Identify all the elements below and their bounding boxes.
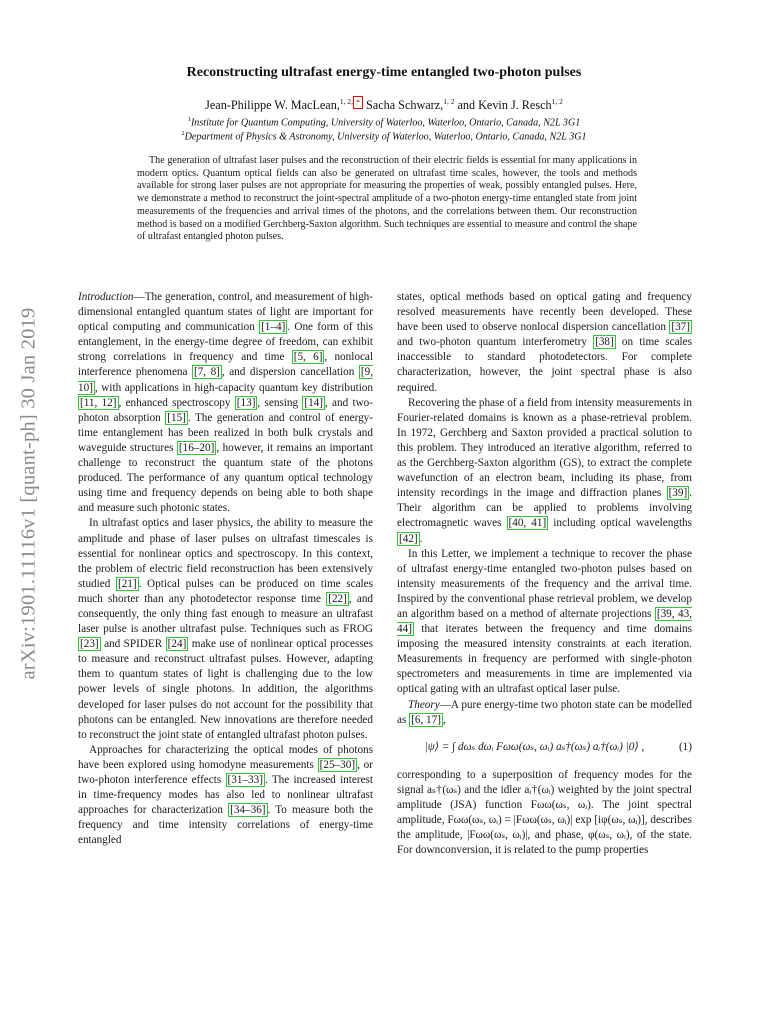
arxiv-identifier-stamp: [6, 268, 52, 718]
citation-link[interactable]: [5, 6]: [293, 351, 323, 364]
paragraph: Introduction—The generation, control, and measurement of high-dimensional entangled quantum states of light are important for optical computing and communication [1–4] . One form of this entanglement, in the energy-time degree of freedom, can exhibit strong correlations in frequency and time [5, 6] , nonlocal interference phenomena [7, 8] , and dispersion cancellation [9, 10] , with applications in high-capacity quantum key distribution [11, 12] , enhanced spectroscopy [13] , sensing [14] , and two-photon absorption [15] . The generation and control of energy-time entanglement has been realized in both bulk crystals and waveguide structures [16–20] , however, it remains an important challenge to reconstruct the quantum state of the photons produced. The performance of any quantum optical technology using time and frequency depends on being able to both shape and measure such photonic states.: [78, 291, 374, 515]
citation-link[interactable]: [16–20]: [178, 441, 215, 454]
equation-number: (1): [678, 741, 692, 754]
affiliation-number: 2: [181, 130, 185, 137]
left-column: [78, 290, 373, 848]
citation-link[interactable]: [39]: [668, 487, 688, 500]
author-name: Jean-Philippe W. MacLean,: [205, 98, 340, 112]
paragraph: Theory—A pure energy-time two photon state can be modelled as [6, 17] ,: [397, 698, 692, 726]
citation-link[interactable]: [21]: [117, 577, 137, 590]
arxiv-identifier-text: arXiv:1901.11116v1 [quant-ph] 30 Jan 2019: [17, 306, 40, 680]
affiliation: [80, 116, 688, 128]
citation-link[interactable]: [23]: [80, 638, 99, 651]
section-lead: Theory: [408, 698, 440, 711]
section-lead: Introduction: [78, 291, 134, 303]
citation-link[interactable]: [40, 41]: [508, 517, 547, 530]
citation-link[interactable]: [38]: [595, 336, 614, 349]
citation-link[interactable]: [31–33]: [227, 774, 263, 786]
citation-link[interactable]: [39, 43, 44]: [397, 607, 692, 636]
citation-link[interactable]: [42]: [399, 532, 418, 545]
right-column: [397, 290, 692, 858]
affiliation-text: Department of Physics & Astronomy, University of Waterloo, Waterloo, Ontario, Canada, N2L 3G1: [184, 131, 587, 143]
citation-link[interactable]: [34–36]: [230, 804, 266, 817]
citation-link[interactable]: [22]: [328, 592, 347, 605]
paragraph: In ultrafast optics and laser physics, the ability to measure the amplitude and phase of laser pulses on ultrafast timescales is essential for nonlinear optics and spectroscopy. In this context, the problem of electric field reconstruction has been extensively studied [21] . Optical pulses can be produced on time scales much shorter than any photodetector response time [22] , and consequently, the only thing fast enough to measure an ultrafast laser pulse is another ultrafast pulse. Techniques such as FROG [23] and SPIDER [24] make use of nonlinear optical processes to measure and reconstruct ultrafast pulses. However, adapting them to quantum states of light is challenging due to the low power levels of single photons. In addition, the algorithms developed for laser pulses do not account for the possibility that photons can be entangled. New innovations are therefore needed to reconstruct the joint state of entangled ultrafast photon pulses.: [78, 517, 374, 741]
author-affiliation-mark: 1, 2,: [339, 96, 353, 106]
paragraph: In this Letter, we implement a technique to recover the phase of ultrafast energy-time entangled two-photon pulses based on intensity measurements of the frequency and the arrival time. Inspired by the conventional phase retrieval problem, we develop an algorithm based on a method of alternate projections [39, 43, 44] that iterates between the frequency and time domains imposing the measured intensity constraints at each iteration. Measurements in frequency are performed with single-photon spectrometers and measurements in time are implemented via optical gating with an ultrafast optical laser pulse.: [397, 547, 692, 696]
affiliation-number: 1: [187, 116, 191, 123]
citation-link[interactable]: [24]: [167, 638, 187, 651]
equation: [397, 736, 692, 760]
author-affiliation-mark: 1, 2: [443, 96, 455, 106]
citation-link[interactable]: [7, 8]: [193, 366, 220, 379]
citation-link[interactable]: [6, 17]: [411, 713, 441, 726]
author-name: and Kevin J. Resch: [457, 98, 552, 112]
abstract-text: The generation of ultrafast laser pulses and the reconstruction of their electric fields is essential for many applications in modern optics. Quantum optical fields can also be generated on ultrafast time scales, however, the tools and methods available for strong laser pulses are not appropriate for measuring the properties of weak, possibly entangled pulses. Here, we demonstrate a method to reconstruct the joint-spectral amplitude of a two-photon energy-time entangled state from joint measurements of the frequencies and arrival times of the photons, and the correlations between them. Our reconstruction method is based on a modified Gerchberg-Saxton algorithm. Such techniques are essential to measure and control the shape of ultrafast entangled photon pulses.: [137, 155, 637, 243]
affiliation: [80, 130, 688, 142]
author-name: Sacha Schwarz,: [366, 98, 444, 112]
affiliation-text: Institute for Quantum Computing, University of Waterloo, Waterloo, Ontario, Canada, N2L 3G1: [190, 117, 581, 129]
paragraph: Recovering the phase of a field from intensity measurements in Fourier-related domains is known as a phase-retrieval problem. In 1972, Gerchberg and Saxton provided a practical solution to this problem. They introduced an iterative algorithm, referred to as the Gerchberg-Saxton algorithm (GS), to extract the complete wavefunction of an electron beam, including its phase, from intensity recordings in the image and diffraction planes [39] . Their algorithm can be applied to problems involving electromagnetic waves [40, 41] including optical wavelengths [42] .: [397, 396, 692, 545]
citation-link[interactable]: [1–4]: [261, 321, 286, 334]
footnote-link[interactable]: *: [353, 96, 363, 109]
author-affiliation-mark: 1, 2: [551, 96, 563, 106]
paragraph: Approaches for characterizing the optical modes of photons have been explored using homodyne measurements [25–30] , or two-photon interference effects [31–33] . The increased interest in time-frequency modes has also led to nonlinear ultrafast approaches for characterization [34–36] . To measure both the frequency and time intensity correlations of energy-time entangled: [78, 743, 373, 847]
paragraph: states, optical methods based on optical gating and frequency resolved measurements have recently been developed. These have been used to observe nonlocal dispersion cancellation [37] and two-photon quantum interferometry [38] on time scales inaccessible to standard photodetectors. For complete characterization, however, the joint spectral phase is also required.: [397, 291, 692, 394]
author-list: [100, 96, 668, 113]
citation-link[interactable]: [14]: [304, 396, 323, 409]
citation-link[interactable]: [9, 10]: [78, 366, 373, 394]
citation-link[interactable]: [13]: [236, 396, 256, 409]
paper-title: Reconstructing ultrafast energy-time entangled two-photon pulses: [186, 65, 582, 80]
equation-body: |ψ⟩ = ∫ dωₛ dωᵢ Fωω(ωₛ, ωᵢ) aₛ†(ωₛ) aᵢ†(ωᵢ) |0⟩ ,: [424, 741, 645, 754]
paragraph: corresponding to a superposition of frequency modes for the signal aₛ†(ωₛ) and the idler aᵢ†(ωᵢ) weighted by the joint spectral amplitude (JSA) function Fωω(ωₛ, ωᵢ). The joint spectral amplitude, Fωω(ωₛ, ωᵢ) = |Fωω(ωₛ, ωᵢ)| exp [iφ(ωₛ, ωᵢ)], describes the amplitude, |Fωω(ωₛ, ωᵢ)|, and phase, φ(ωₛ, ωᵢ), of the state. For downconversion, it is related to the pump properties: [397, 768, 692, 857]
citation-link[interactable]: [25–30]: [319, 758, 356, 771]
abstract: [137, 155, 637, 244]
citation-link[interactable]: [37]: [671, 321, 690, 334]
citation-link[interactable]: [15]: [167, 411, 186, 424]
citation-link[interactable]: [11, 12]: [80, 396, 117, 409]
